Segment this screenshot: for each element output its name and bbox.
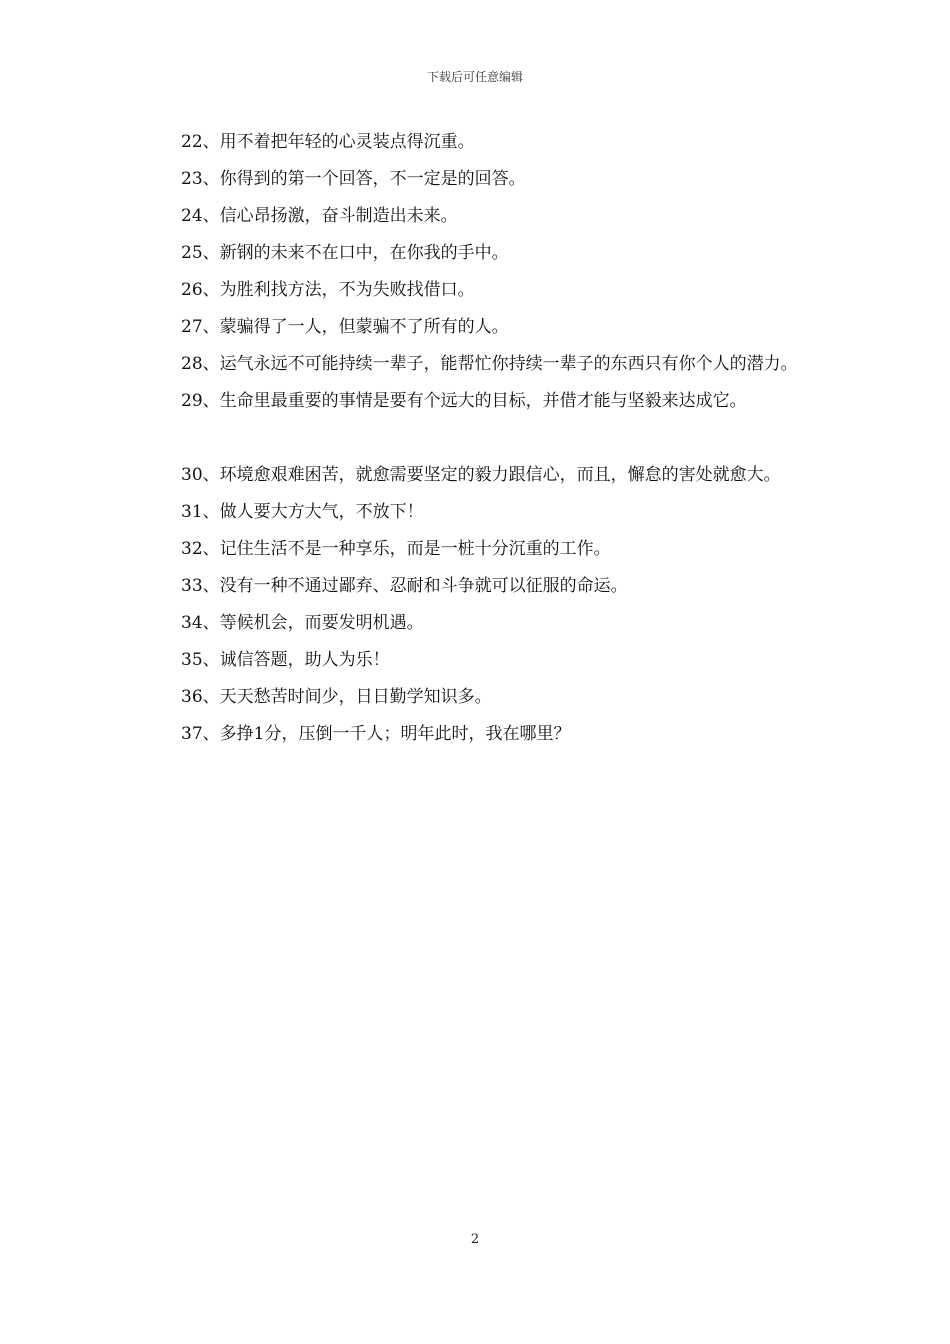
list-item: 26、为胜利找方法，不为失败找借口。: [181, 280, 475, 300]
list-item: 27、蒙骗得了一人，但蒙骗不了所有的人。: [181, 317, 509, 337]
list-item: 36、天天愁苦时间少，日日勤学知识多。: [181, 687, 492, 707]
list-item: 24、信心昂扬激，奋斗制造出未来。: [181, 206, 458, 226]
document-body: [143, 124, 815, 753]
list-item: 31、做人要大方大气，不放下！: [181, 502, 424, 522]
list-item: 25、新钢的未来不在口中，在你我的手中。: [181, 243, 509, 263]
page-header: 下载后可任意编辑: [426, 70, 523, 84]
list-item: 33、没有一种不通过鄙弃、忍耐和斗争就可以征服的命运。: [181, 576, 628, 596]
list-item: 29、生命里最重要的事情是要有个远大的目标，并借才能与坚毅来达成它。: [181, 391, 747, 411]
list-item: 34、等候机会，而要发明机遇。: [181, 613, 424, 633]
list-item: 30、环境愈艰难困苦，就愈需要坚定的毅力跟信心，而且，懈怠的害处就愈大。: [181, 465, 781, 485]
list-item: 37、多挣1分，压倒一千人；明年此时，我在哪里？: [181, 724, 571, 744]
list-item: 22、用不着把年轻的心灵装点得沉重。: [181, 132, 475, 152]
page-number: 2: [470, 1232, 480, 1247]
list-item: 23、你得到的第一个回答，不一定是的回答。: [181, 169, 526, 189]
list-item: 32、记住生活不是一种享乐，而是一桩十分沉重的工作。: [181, 539, 611, 559]
list-item: 28、运气永远不可能持续一辈子，能帮忙你持续一辈子的东西只有你个人的潜力。: [181, 354, 798, 374]
list-item: 35、诚信答题，助人为乐！: [181, 650, 390, 670]
